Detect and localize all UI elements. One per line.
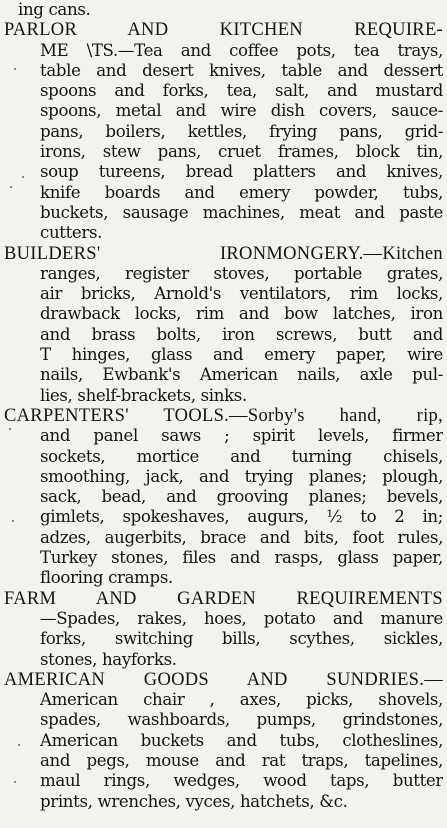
body-line: cutters.: [40, 223, 103, 243]
section-american-goods: [4, 670, 443, 812]
body-line: sack, bead, and grooving planes; bevels,: [40, 487, 443, 507]
body-line: soup tureens, bread platters and knives,: [40, 162, 443, 182]
body-line: —Spades, rakes, hoes, potato and manure: [40, 608, 443, 628]
body-line: prints, wrenches, vyces, hatchets, &c.: [40, 791, 348, 811]
body-line: gimlets, spokeshaves, augurs, ½ to 2 in;: [40, 507, 443, 527]
body-line: stones, hayforks.: [40, 649, 177, 669]
continued-fragment: [4, 0, 443, 20]
scan-speck: [18, 744, 20, 746]
body-line: pans, boilers, kettles, frying pans, grid-: [40, 121, 443, 141]
body-line: maul rings, wedges, wood taps, butter: [40, 771, 443, 791]
body-line: spades, washboards, pumps, grindstones,: [40, 710, 443, 730]
body-line: American chair , axes, picks, shovels,: [40, 690, 443, 710]
scan-speck: [22, 176, 24, 178]
body-line: buckets, sausage machines, meat and paste: [40, 202, 443, 222]
section-heading: PARLOR AND KITCHEN REQUIRE-: [4, 20, 443, 41]
body-line: knife boards and emery powder, tubs,: [40, 182, 443, 202]
body-line: adzes, augerbits, brace and bits, foot rules,: [40, 527, 443, 547]
body-line: American buckets and tubs, clotheslines,: [40, 730, 443, 750]
section-heading: AMERICAN GOODS AND SUNDRIES.—: [4, 669, 443, 690]
body-line: Turkey stones, files and rasps, glass paper,: [40, 548, 443, 568]
body-line: and pegs, mouse and rat traps, tapelines,: [40, 750, 443, 770]
body-line: ing cans.: [18, 0, 91, 19]
section-heading: FARM AND GARDEN REQUIREMENTS: [4, 588, 443, 609]
body-line: table and desert knives, table and dessert: [40, 60, 443, 80]
body-line: flooring cramps.: [40, 568, 173, 588]
section-heading: CARPENTERS' TOOLS.—Sorby's hand, rip,: [4, 405, 443, 426]
scan-speck: [14, 68, 16, 70]
section-farm-garden: [4, 589, 443, 670]
body-line: sockets, mortice and turning chisels,: [40, 446, 443, 466]
body-line: ranges, register stoves, portable grates,: [40, 263, 443, 283]
body-line: ME \TS.—Tea and coffee pots, tea trays,: [40, 40, 443, 60]
body-line: T hinges, glass and emery paper, wire: [40, 345, 443, 365]
body-line: irons, stew pans, cruet frames, block tin,: [40, 142, 443, 162]
body-line: lies, shelf-brackets, sinks.: [40, 385, 247, 405]
body-line: forks, switching bills, scythes, sickles,: [40, 629, 443, 649]
body-line: nails, Ewbank's American nails, axle pul-: [40, 365, 443, 385]
scan-speck: [14, 781, 16, 783]
body-line: spoons and forks, tea, salt, and mustard: [40, 81, 443, 101]
body-line: smoothing, jack, and trying planes; plough,: [40, 466, 443, 486]
scan-speck: [9, 428, 11, 430]
section-heading: BUILDERS' IRONMONGERY.—Kitchen: [4, 243, 443, 264]
section-builders-ironmongery: [4, 244, 443, 406]
body-line: spoons, metal and wire dish covers, sauce-: [40, 101, 443, 121]
section-parlor-kitchen: [4, 20, 443, 243]
body-line: and brass bolts, iron screws, butt and: [40, 324, 443, 344]
body-line: and panel saws ; spirit levels, firmer: [40, 426, 443, 446]
scan-speck: [12, 520, 14, 522]
body-line: air bricks, Arnold's ventilators, rim locks,: [40, 284, 443, 304]
scan-speck: [10, 186, 12, 188]
section-carpenters-tools: [4, 406, 443, 589]
body-line: drawback locks, rim and bow latches, iron: [40, 304, 443, 324]
